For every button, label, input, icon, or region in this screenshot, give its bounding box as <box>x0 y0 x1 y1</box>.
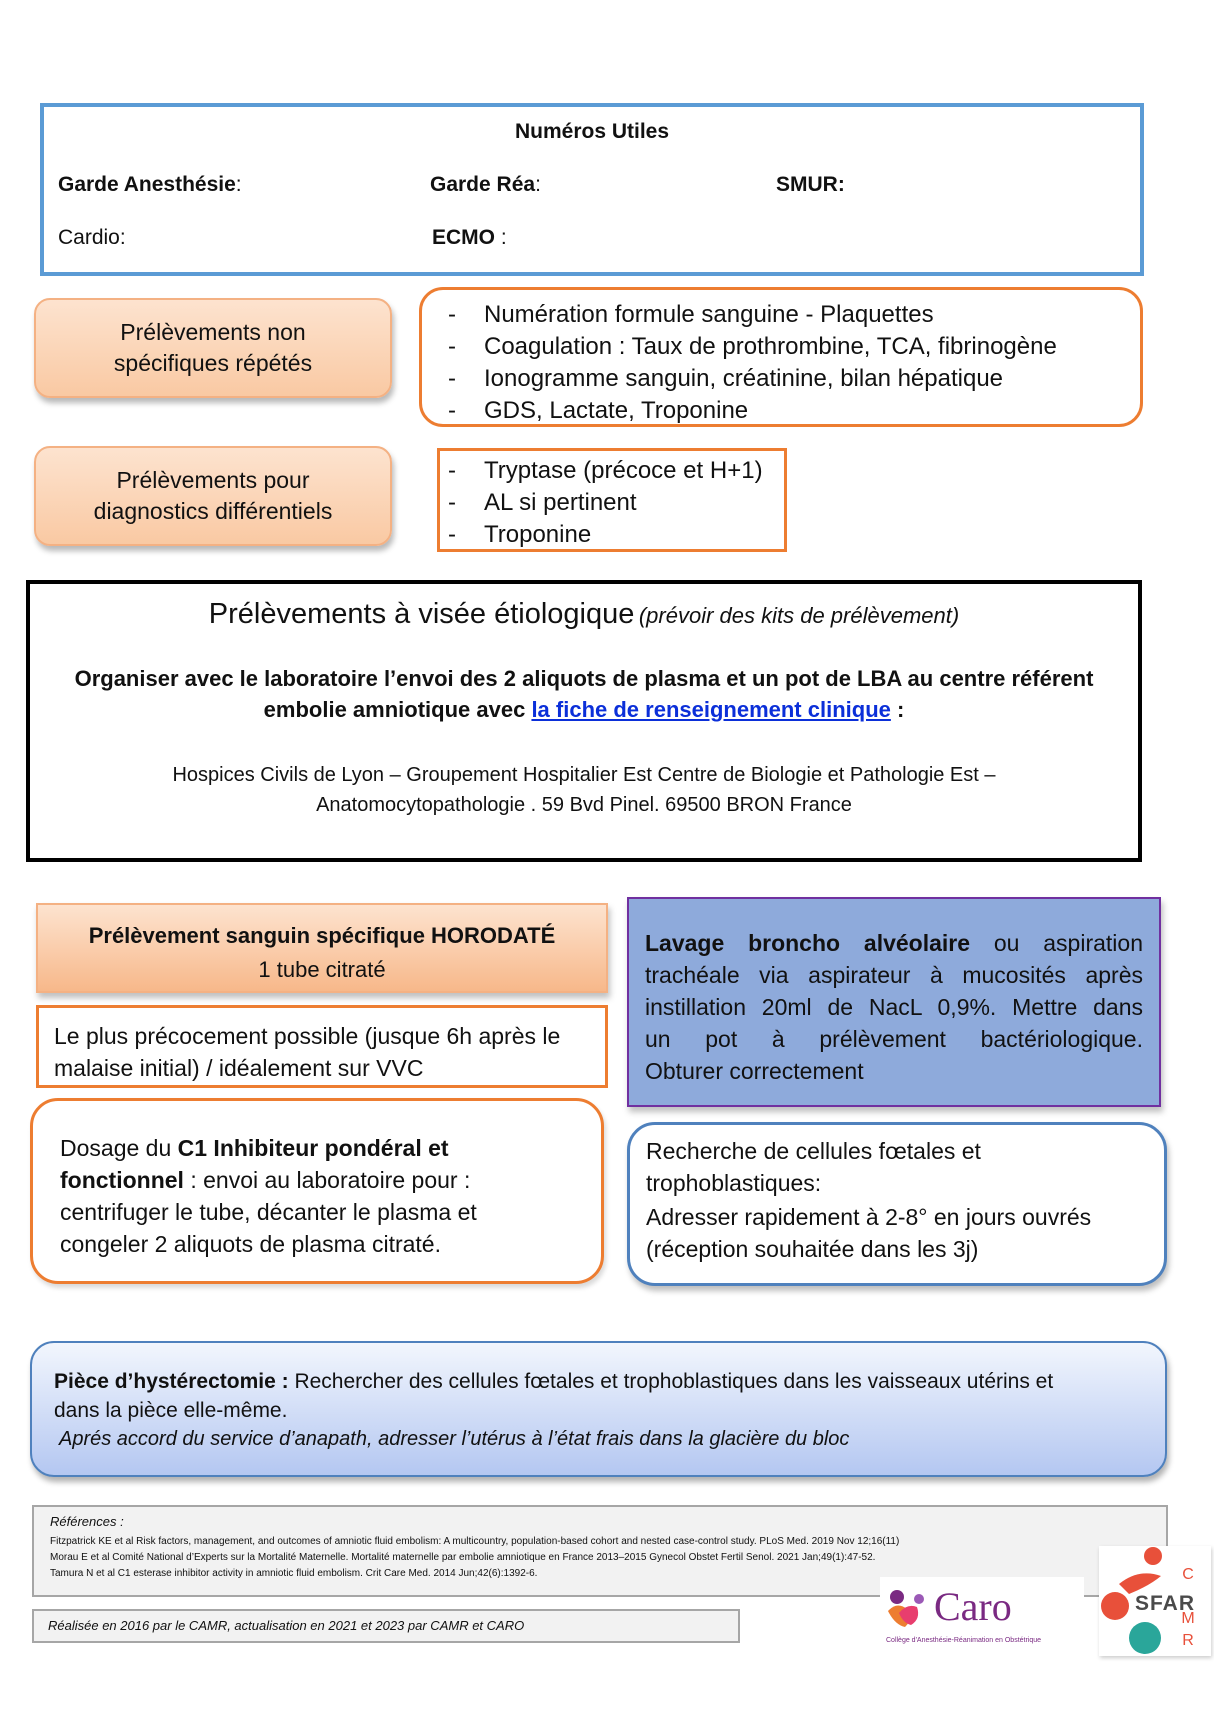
differential-samples-label: Prélèvements pour diagnostics différentiels <box>34 446 392 546</box>
address-line2: Anatomocytopathologie . 59 Bvd Pinel. 69500 BRON France <box>316 794 852 816</box>
caro-logo <box>880 1577 1084 1655</box>
list-item: - GDS, Lactate, Troponine <box>440 395 1140 427</box>
reference-item: Fitzpatrick KE et al Risk factors, management, and outcomes of amniotic fluid embolism: A multicountry, population-based cohort and nested case-control study. PLoS Med. 2019 Nov 12;16(11) <box>50 1536 900 1547</box>
cardio-label: Cardio: <box>58 226 126 249</box>
fetal-cells-box: Recherche de cellules fœtales et trophoblastiques: Adresser rapidement à 2-8° en jours ouvrés (réception souhaitée dans les 3j) <box>627 1122 1167 1286</box>
etiologic-title: Prélèvements à visée étiologique (prévoir des kits de prélèvement) <box>208 598 960 630</box>
garde-anesthesie-label: Garde Anesthésie: <box>58 173 242 196</box>
clinical-form-link[interactable]: la fiche de renseignement clinique <box>531 697 891 722</box>
blood-sample-subtitle: 1 tube citraté <box>258 957 386 982</box>
list-item: - Numération formule sanguine - Plaquettes <box>440 299 1140 331</box>
c1-inhibitor-box: Dosage du C1 Inhibiteur pondéral et fonctionnel : envoi au laboratoire pour : centrifuger le tube, décanter le plasma et congeler 2 aliquots de plasma citraté. <box>30 1098 604 1284</box>
caro-subtitle: Collège d'Anesthésie-Réanimation en Obstétrique <box>886 1637 1042 1644</box>
list-item: - Tryptase (précoce et H+1) <box>440 455 784 487</box>
etiologic-instruction-line2: embolie amniotique avec la fiche de renseignement clinique : <box>263 697 905 722</box>
caro-name: Caro <box>934 1584 1012 1629</box>
sfar-text: SFAR <box>1135 1592 1196 1615</box>
ecmo-label: ECMO : <box>432 226 507 249</box>
etiologic-instruction-line1: Organiser avec le laboratoire l’envoi des 2 aliquots de plasma et un pot de LBA au centre référent <box>74 666 1094 691</box>
list-item: - Ionogramme sanguin, créatinine, bilan hépatique <box>440 363 1140 395</box>
list-item: - Coagulation : Taux de prothrombine, TCA, fibrinogène <box>440 331 1140 363</box>
blood-sample-title: Prélèvement sanguin spécifique HORODATÉ <box>88 923 556 948</box>
list-item: - AL si pertinent <box>440 487 784 519</box>
useful-numbers-box <box>40 103 1144 276</box>
smur-label: SMUR: <box>776 173 845 196</box>
reference-item: Morau E et al Comité National d’Experts sur la Mortalité Maternelle. Mortalité maternelle par embolie amniotique en France 2013–2015 Gynecol Obstet Fertil Senol. 2021 Jan;49(1):47-52. <box>50 1552 876 1563</box>
bal-box: Lavage broncho alvéolaire ou aspiration trachéale via aspirateur à mucosités après instillation 20ml de NacL 0,9%. Mettre dans un pot à prélèvement bactériologique. Obturer correctement <box>627 897 1161 1107</box>
useful-numbers-title: Numéros Utiles <box>514 120 670 143</box>
garde-rea-label: Garde Réa: <box>430 173 541 196</box>
references-title: Références : <box>50 1514 124 1529</box>
list-item: - Troponine <box>440 519 784 551</box>
differential-samples-list <box>437 448 787 552</box>
blood-sample-timing: Le plus précocement possible (jusque 6h après le malaise initial) / idéalement sur VVC <box>36 1005 608 1088</box>
address-line1: Hospices Civils de Lyon – Groupement Hospitalier Est Centre de Biologie et Pathologie Est – <box>172 764 996 786</box>
reference-item: Tamura N et al C1 esterase inhibitor activity in amniotic fluid embolism. Crit Care Med. 2014 Jun;42(6):1392-6. <box>50 1568 538 1579</box>
non-specific-samples-list <box>419 287 1143 427</box>
non-specific-samples-label: Prélèvements non spécifiques répétés <box>34 298 392 398</box>
sfar-camr-logo <box>1099 1546 1211 1656</box>
blood-sample-header <box>36 903 608 993</box>
etiologic-samples-box <box>26 580 1142 862</box>
camr-letters: C M R <box>1181 1566 1195 1649</box>
credits-box: Réalisée en 2016 par le CAMR, actualisation en 2021 et 2023 par CAMR et CARO <box>32 1609 740 1643</box>
caro-emblem-icon <box>885 1589 929 1629</box>
hysterectomy-box: Pièce d’hystérectomie : Rechercher des cellules fœtales et trophoblastiques dans les vaisseaux utérins et dans la pièce elle-même. Aprés accord du service d’anapath, adresser l’utérus à l’état frais dans la glacière du bloc <box>30 1341 1167 1477</box>
